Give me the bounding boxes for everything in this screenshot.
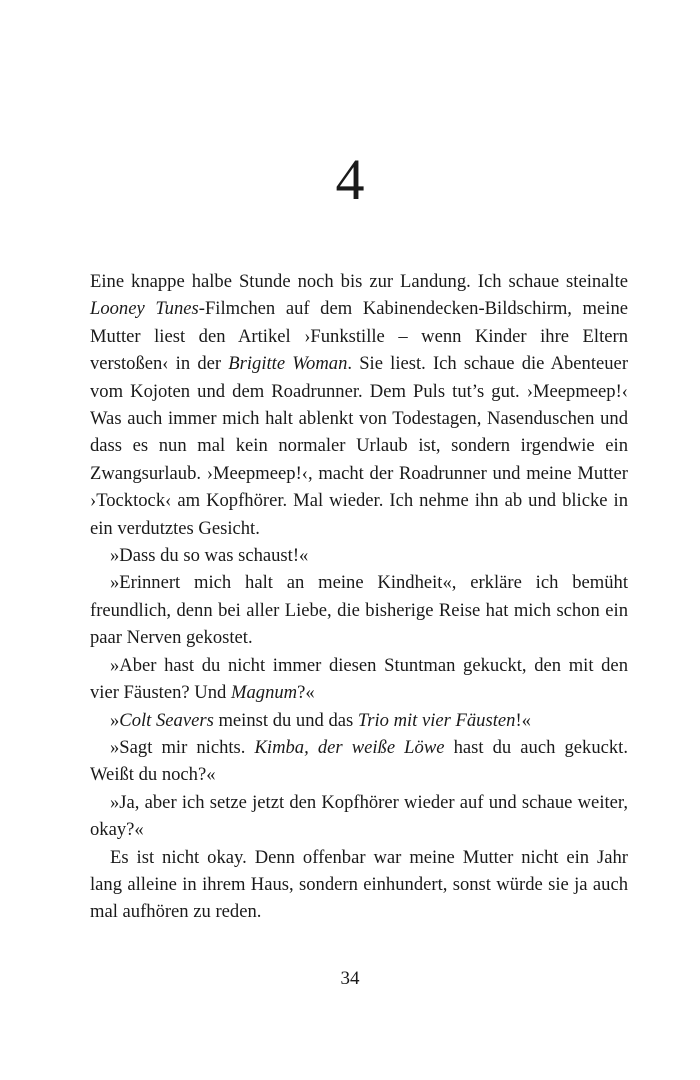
paragraph — [90, 789, 628, 844]
text-segment: Eine knappe halbe Stunde noch bis zur Landung. Ich schaue steinalte — [90, 271, 628, 292]
text-segment: »Sagt mir nichts. — [110, 736, 255, 758]
text-segment: »Erinnert mich halt an meine Kindheit«, erkläre ich bemüht freundlich, denn bei aller Liebe, die bisherige Reise hat mich schon ein paar Nerven gekostet. — [90, 572, 628, 649]
paragraph — [90, 569, 628, 651]
page-number: 34 — [340, 968, 360, 989]
text-segment: Es ist nicht okay. Denn offenbar war meine Mutter nicht ein Jahr lang alleine in ihrem Haus, sondern einhundert, sonst würde sie ja auch mal aufhören zu reden. — [90, 846, 628, 923]
text-segment: -Filmchen auf dem Kabinendecken-Bildschirm, meine Mutter liest den Artikel ›Funkstille – wenn Kinder ihre Eltern verstoßen‹ in der — [90, 298, 628, 375]
text-segment: »Dass du so was schaust!« — [110, 545, 309, 567]
italic-title: Brigitte Woman — [228, 353, 348, 375]
italic-title: Trio mit vier Fäusten — [357, 709, 516, 731]
text-segment: hast du auch gekuckt. Weißt du noch?« — [90, 736, 628, 786]
paragraph — [90, 542, 628, 569]
text-segment: . Sie liest. Ich schaue die Abenteuer vom Kojoten und dem Roadrunner. Dem Puls tut’s gut. ›Meepmeep!‹ Was auch immer mich halt ablenkt von Todestagen, Nasenduschen und dass es nun mal kein normaler Urlaub ist, sondern irgendwie ein Zwangsurlaub. ›Meepmeep!‹, macht der Roadrunner und meine Mutter ›Tocktock‹ am Kopfhörer. Mal wieder. Ich nehme ihn ab und blicke in ein verdutztes Gesicht. — [90, 353, 629, 539]
italic-title: Looney Tunes — [90, 298, 199, 320]
italic-title: Colt Seavers — [119, 709, 214, 731]
text-segment: » — [110, 709, 120, 731]
text-segment: ?« — [297, 682, 315, 704]
chapter-number: 4 — [335, 147, 365, 212]
text-segment: meinst du und das — [213, 709, 358, 731]
text-segment: »Aber hast du nicht immer diesen Stuntman gekuckt, den mit den vier Fäusten? Und — [90, 654, 628, 704]
text-segment: »Ja, aber ich setze jetzt den Kopfhörer wieder auf und schaue weiter, okay?« — [90, 791, 628, 841]
paragraph — [90, 734, 628, 789]
body-text — [90, 268, 628, 926]
italic-title: Magnum — [230, 682, 298, 704]
italic-title: Kimba, der weiße Löwe — [254, 736, 445, 758]
paragraph — [90, 707, 628, 734]
paragraph — [90, 652, 628, 707]
paragraph — [90, 844, 628, 926]
paragraph — [90, 268, 628, 542]
text-segment: !« — [515, 709, 531, 731]
